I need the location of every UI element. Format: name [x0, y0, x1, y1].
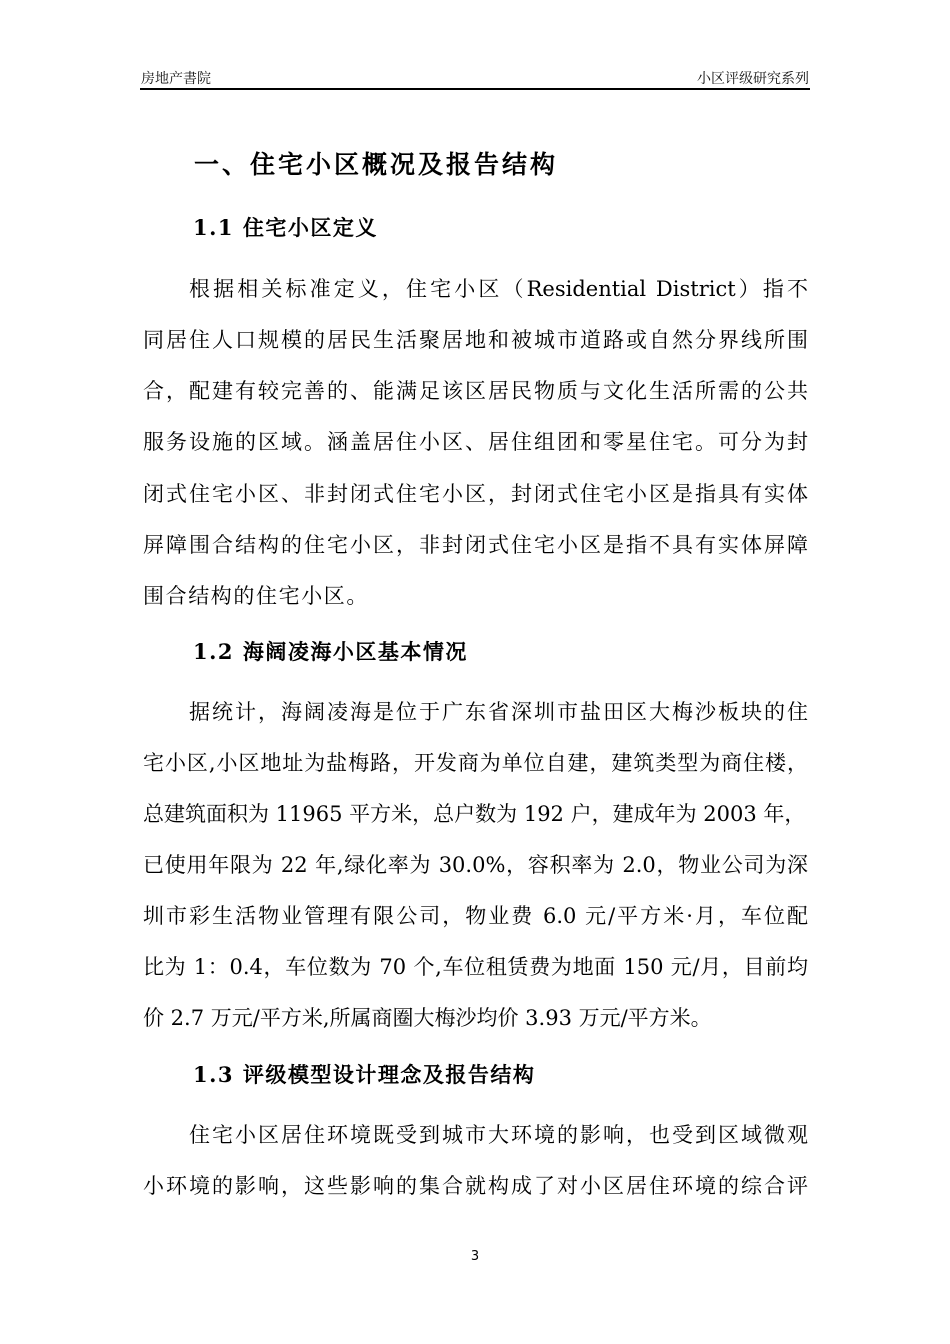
paragraph-line: 同居住人口规模的居民生活聚居地和被城市道路或自然分界线所围	[143, 328, 808, 352]
header-divider	[140, 88, 810, 90]
section-heading-1-3: 1.3 评级模型设计理念及报告结构	[193, 1062, 536, 1087]
header-series-title: 小区评级研究系列	[697, 71, 809, 87]
paragraph-line: 合，配建有较完善的、能满足该区居民物质与文化生活所需的公共	[143, 379, 808, 403]
paragraph-line: 价 2.7 万元/平方米,所属商圈大梅沙均价 3.93 万元/平方米。	[143, 1006, 712, 1030]
paragraph-line: 宅小区,小区地址为盐梅路，开发商为单位自建，建筑类型为商住楼，	[143, 751, 808, 775]
page-number: 3	[470, 1249, 480, 1264]
paragraph-line: 据统计，海阔凌海是位于广东省深圳市盐田区大梅沙板块的住	[189, 700, 808, 724]
paragraph-line: 已使用年限为 22 年,绿化率为 30.0%，容积率为 2.0，物业公司为深	[143, 853, 808, 877]
chapter-title: 一、住宅小区概况及报告结构	[194, 150, 559, 179]
section-heading-1-1: 1.1 住宅小区定义	[193, 215, 378, 240]
paragraph-line: 小环境的影响，这些影响的集合就构成了对小区居住环境的综合评	[143, 1174, 808, 1198]
paragraph-line: 服务设施的区域。涵盖居住小区、居住组团和零星住宅。可分为封	[143, 430, 808, 454]
paragraph-line: 根据相关标准定义，住宅小区（Residential District）指不	[189, 277, 808, 301]
paragraph-line: 屏障围合结构的住宅小区，非封闭式住宅小区是指不具有实体屏障	[143, 533, 808, 557]
paragraph-line: 闭式住宅小区、非封闭式住宅小区，封闭式住宅小区是指具有实体	[143, 482, 808, 506]
paragraph-line: 围合结构的住宅小区。	[143, 584, 369, 608]
paragraph-line: 比为 1：0.4，车位数为 70 个,车位租赁费为地面 150 元/月，目前均	[143, 955, 808, 979]
paragraph-line: 圳市彩生活物业管理有限公司，物业费 6.0 元/平方米·月，车位配	[143, 904, 808, 928]
paragraph-line: 住宅小区居住环境既受到城市大环境的影响，也受到区域微观	[189, 1123, 808, 1147]
section-heading-1-2: 1.2 海阔凌海小区基本情况	[193, 639, 468, 664]
paragraph-line: 总建筑面积为 11965 平方米，总户数为 192 户，建成年为 2003 年，	[143, 802, 806, 826]
header-publisher: 房地产書院	[141, 71, 211, 87]
